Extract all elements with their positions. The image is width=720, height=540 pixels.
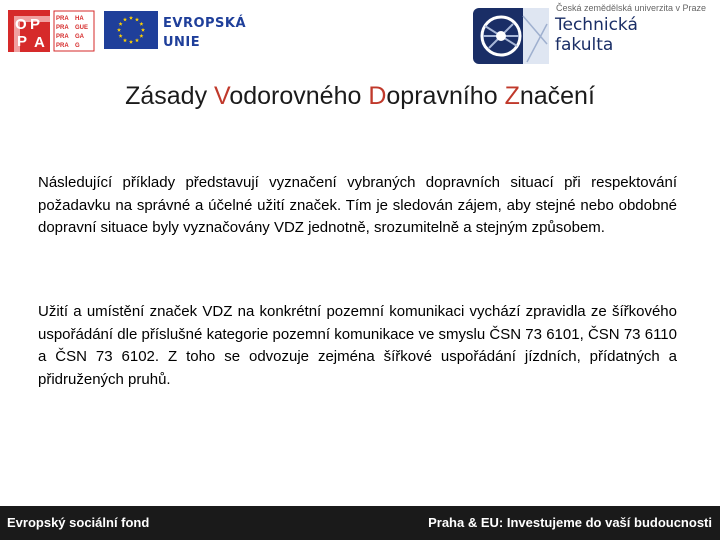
opp-letter-p1: P [30,16,41,33]
university-name: Česká zemědělská univerzita v Praze [556,3,707,13]
opp-letter-p2: P [17,33,28,50]
eu-flag-icon [104,11,158,49]
title-initial: Z [504,82,520,110]
title-word-rest: opravního [386,82,498,110]
eu-label-line1: EVROPSKÁ [163,16,247,31]
opp-grid-cell: GUE [75,25,89,31]
footer-right-text: Praha & EU: Investujeme do vaší budoucnosti [428,515,712,530]
opp-logo [8,10,98,52]
eu-label-line2: UNIE [163,35,201,50]
opp-grid-cell: PRA [56,25,69,31]
title-word-rest: načení [519,82,595,110]
opp-grid-cell: PRA [56,43,69,49]
opp-grid-cell: GA [75,34,84,40]
opp-letter-o: O [15,16,27,33]
faculty-emblem-icon [471,4,551,68]
opp-grid-cell: G [75,43,80,49]
eu-label [163,14,246,52]
slide-title [0,82,720,111]
opp-grid-cell: PRA [56,16,69,22]
opp-grid-cell: PRA [56,34,69,40]
title-initial: D [368,82,387,110]
opp-letter-a: A [34,34,45,51]
body-paragraph: Následující příklady představují vyznačení vybraných dopravních situací při respektování požadavku na správné a účelné užití značek. Tím je sledován zájem, aby stejné nebo obdobné dopravní situace byly vyznačovány VDZ jednotně, srozumitelně a stejným způsobem. [38,174,677,236]
footer-left-text: Evropský sociální fond [7,515,150,530]
body-paragraph: Užití a umístění značek VDZ na konkrétní pozemní komunikaci vychází zpravidla ze šířkového uspořádání dle příslušné kategorie pozemní komunikace ve smyslu ČSN 73 6101, ČSN 73 6110 a ČSN 73 6102. Z toho se odvozuje zejména šířkové uspořádání jízdních, přídatných a přidružených pruhů. [38,303,677,388]
opp-grid-cell: HA [75,16,84,22]
faculty-name-line1: Technická [555,15,638,35]
title-initial: V [214,82,230,110]
faculty-name-line2: fakulta [555,35,614,55]
title-word-rest: odorovného [229,82,362,110]
footer-bar [0,506,720,540]
faculty-name [555,15,638,55]
title-prefix: Zásady [125,82,208,110]
